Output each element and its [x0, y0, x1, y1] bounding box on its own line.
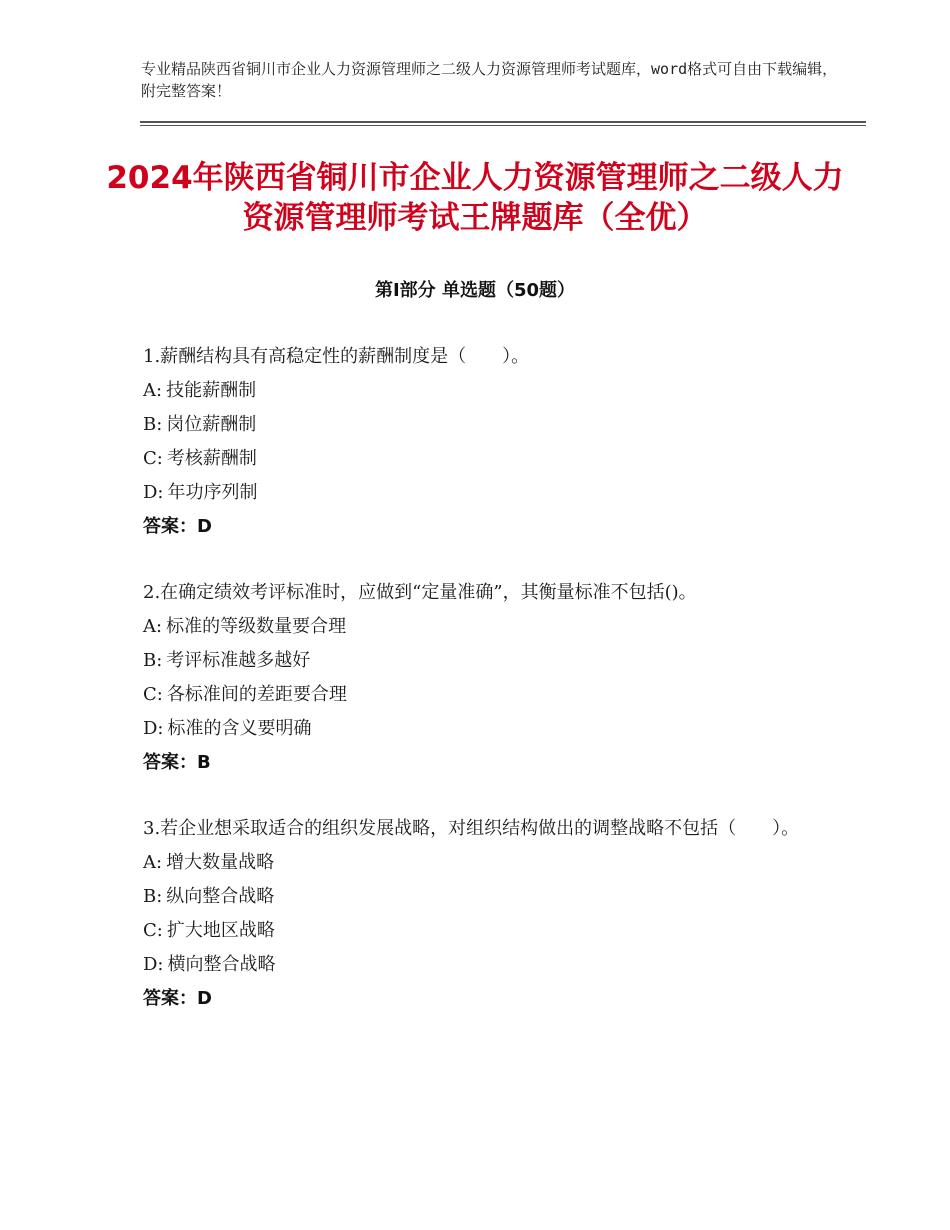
question-list	[143, 340, 803, 1048]
option-text: 横向整合战略	[167, 954, 276, 975]
option-letter: A:	[143, 852, 163, 873]
option-c	[143, 442, 803, 476]
option-letter: B:	[143, 650, 163, 671]
header-divider-thick	[140, 121, 866, 123]
option-b	[143, 644, 803, 678]
answer: 答案：D	[143, 988, 212, 1009]
option-letter: C:	[143, 920, 163, 941]
option-letter: C:	[143, 448, 163, 469]
option-d	[143, 476, 803, 510]
option-text: 扩大地区战略	[166, 920, 275, 941]
header-divider-thin	[140, 125, 866, 126]
section-heading: 第Ⅰ部分 单选题（50题）	[374, 280, 575, 301]
question-1	[143, 340, 803, 544]
option-letter: D:	[143, 718, 164, 739]
document-title: 2024年陕西省铜川市企业人力资源管理师之二级人力资源管理师考试王牌题库（全优）	[106, 160, 844, 236]
question-stem: 2.在确定绩效考评标准时，应做到“定量准确”，其衡量标准不包括()。	[143, 582, 697, 603]
option-c	[143, 678, 803, 712]
option-text: 年功序列制	[167, 482, 258, 503]
option-c	[143, 914, 803, 948]
option-text: 考评标准越多越好	[166, 650, 311, 671]
option-text: 考核薪酬制	[166, 448, 257, 469]
option-text: 技能薪酬制	[166, 380, 257, 401]
option-text: 各标准间的差距要合理	[166, 684, 347, 705]
question-stem: 1.薪酬结构具有高稳定性的薪酬制度是（ ）。	[143, 346, 530, 367]
option-letter: D:	[143, 482, 164, 503]
question-stem: 3.若企业想采取适合的组织发展战略，对组织结构做出的调整战略不包括（ ）。	[143, 818, 800, 839]
option-d	[143, 948, 803, 982]
option-letter: C:	[143, 684, 163, 705]
option-d	[143, 712, 803, 746]
option-a	[143, 610, 803, 644]
option-text: 增大数量战略	[166, 852, 275, 873]
option-a	[143, 374, 803, 408]
option-letter: A:	[143, 380, 163, 401]
option-b	[143, 408, 803, 442]
option-letter: D:	[143, 954, 164, 975]
option-text: 标准的等级数量要合理	[166, 616, 347, 637]
option-letter: B:	[143, 414, 163, 435]
option-text: 纵向整合战略	[166, 886, 275, 907]
question-2	[143, 576, 803, 780]
option-letter: B:	[143, 886, 163, 907]
option-text: 标准的含义要明确	[167, 718, 312, 739]
question-3	[143, 812, 803, 1016]
option-letter: A:	[143, 616, 163, 637]
answer: 答案：D	[143, 516, 212, 537]
option-b	[143, 880, 803, 914]
header-note: 专业精品陕西省铜川市企业人力资源管理师之二级人力资源管理师考试题库，word格式可自由下载编辑，附完整答案！	[141, 60, 838, 100]
option-a	[143, 846, 803, 880]
answer: 答案：B	[143, 752, 211, 773]
option-text: 岗位薪酬制	[166, 414, 257, 435]
